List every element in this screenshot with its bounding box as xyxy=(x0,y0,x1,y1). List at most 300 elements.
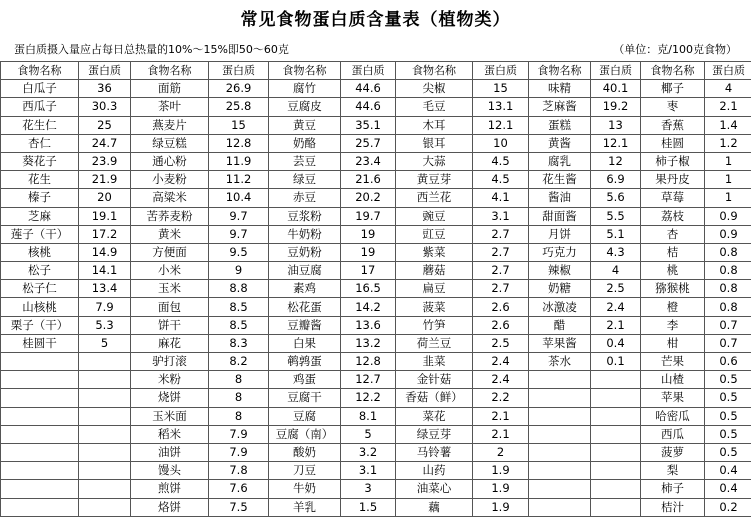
protein-value-cell: 21.9 xyxy=(79,171,131,189)
protein-value-cell: 21.6 xyxy=(341,171,396,189)
food-name-cell: 紫菜 xyxy=(396,243,473,261)
food-name-cell: 烧饼 xyxy=(131,389,209,407)
table-row xyxy=(1,425,751,443)
header-protein: 蛋白质 xyxy=(473,62,529,80)
protein-value-cell: 25 xyxy=(79,116,131,134)
protein-value-cell: 23.9 xyxy=(79,152,131,170)
food-name-cell: 刀豆 xyxy=(269,462,341,480)
food-name-cell: 米粉 xyxy=(131,371,209,389)
food-name-cell: 椰子 xyxy=(641,80,705,98)
food-name-cell: 山核桃 xyxy=(1,298,79,316)
food-name-cell: 赤豆 xyxy=(269,189,341,207)
food-name-cell: 果丹皮 xyxy=(641,171,705,189)
food-name-cell: 黄酱 xyxy=(529,134,591,152)
food-name-cell: 金针菇 xyxy=(396,371,473,389)
food-name-cell: 甜面酱 xyxy=(529,207,591,225)
food-name-cell: 白果 xyxy=(269,334,341,352)
table-row xyxy=(1,334,751,352)
protein-value-cell: 12 xyxy=(591,152,641,170)
food-name-cell: 毛豆 xyxy=(396,98,473,116)
protein-value-cell: 23.4 xyxy=(341,152,396,170)
food-name-cell: 橙 xyxy=(641,298,705,316)
food-name-cell: 花生 xyxy=(1,171,79,189)
food-name-cell: 桂圆干 xyxy=(1,334,79,352)
food-name-cell: 菠菜 xyxy=(396,298,473,316)
protein-value-cell: 0.5 xyxy=(705,407,751,425)
food-name-cell: 尖椒 xyxy=(396,80,473,98)
food-name-cell: 菠萝 xyxy=(641,443,705,461)
protein-value-cell: 12.8 xyxy=(341,353,396,371)
unit-note: （单位：克/100克食物） xyxy=(613,41,737,57)
protein-value-cell: 0.5 xyxy=(705,425,751,443)
table-row xyxy=(1,316,751,334)
table-row xyxy=(1,225,751,243)
protein-value-cell: 0.5 xyxy=(705,371,751,389)
food-name-cell: 苹果 xyxy=(641,389,705,407)
protein-value-cell: 2.6 xyxy=(473,298,529,316)
header-protein: 蛋白质 xyxy=(591,62,641,80)
protein-value-cell: 8.3 xyxy=(209,334,269,352)
food-name-cell: 豆腐干 xyxy=(269,389,341,407)
protein-value-cell: 4.1 xyxy=(473,189,529,207)
table-row xyxy=(1,443,751,461)
food-name-cell: 腐乳 xyxy=(529,152,591,170)
protein-value-cell: 5.5 xyxy=(591,207,641,225)
protein-value-cell: 25.7 xyxy=(341,134,396,152)
protein-value-cell: 26.9 xyxy=(209,80,269,98)
food-name-cell: 绿豆 xyxy=(269,171,341,189)
food-name-cell: 草莓 xyxy=(641,189,705,207)
table-row xyxy=(1,98,751,116)
food-name-cell: 藕 xyxy=(396,498,473,516)
protein-value-cell: 5.6 xyxy=(591,189,641,207)
food-name-cell: 黄豆芽 xyxy=(396,171,473,189)
food-name-cell: 燕麦片 xyxy=(131,116,209,134)
food-name-cell: 茶水 xyxy=(529,353,591,371)
food-name-cell: 猕猴桃 xyxy=(641,280,705,298)
food-name-cell: 豆瓣酱 xyxy=(269,316,341,334)
table-header-row xyxy=(1,62,751,80)
table-row xyxy=(1,189,751,207)
food-name-cell: 月饼 xyxy=(529,225,591,243)
food-name-cell: 油饼 xyxy=(131,443,209,461)
header-food-name: 食物名称 xyxy=(396,62,473,80)
page-title: 常见食物蛋白质含量表（植物类） xyxy=(0,5,751,30)
protein-value-cell: 1.9 xyxy=(473,462,529,480)
food-name-cell xyxy=(1,353,79,371)
food-name-cell: 木耳 xyxy=(396,116,473,134)
food-name-cell xyxy=(1,462,79,480)
food-name-cell: 哈密瓜 xyxy=(641,407,705,425)
food-name-cell: 玉米 xyxy=(131,280,209,298)
food-name-cell: 茶叶 xyxy=(131,98,209,116)
table-row xyxy=(1,280,751,298)
protein-value-cell: 0.4 xyxy=(705,462,751,480)
table-row xyxy=(1,243,751,261)
table-row xyxy=(1,134,751,152)
food-name-cell: 面包 xyxy=(131,298,209,316)
protein-value-cell: 0.4 xyxy=(591,334,641,352)
protein-value-cell xyxy=(79,480,131,498)
food-name-cell: 玉米面 xyxy=(131,407,209,425)
header-protein: 蛋白质 xyxy=(341,62,396,80)
food-name-cell: 苹果酱 xyxy=(529,334,591,352)
food-name-cell xyxy=(1,480,79,498)
food-name-cell: 豆腐（南） xyxy=(269,425,341,443)
food-name-cell: 大蒜 xyxy=(396,152,473,170)
food-name-cell: 酱油 xyxy=(529,189,591,207)
food-name-cell xyxy=(1,443,79,461)
food-name-cell: 蘑菇 xyxy=(396,262,473,280)
food-name-cell: 山药 xyxy=(396,462,473,480)
food-name-cell: 豆奶粉 xyxy=(269,243,341,261)
table-row xyxy=(1,353,751,371)
food-name-cell: 韭菜 xyxy=(396,353,473,371)
food-name-cell: 牛奶粉 xyxy=(269,225,341,243)
protein-value-cell: 4.3 xyxy=(591,243,641,261)
protein-value-cell: 19.2 xyxy=(591,98,641,116)
protein-value-cell: 2.2 xyxy=(473,389,529,407)
food-name-cell: 豆浆粉 xyxy=(269,207,341,225)
protein-value-cell: 7.6 xyxy=(209,480,269,498)
intake-note: 蛋白质摄入量应占每日总热量的10%～15%即50～60克 xyxy=(14,41,289,57)
protein-value-cell xyxy=(591,425,641,443)
protein-value-cell: 0.5 xyxy=(705,443,751,461)
food-name-cell: 香蕉 xyxy=(641,116,705,134)
protein-value-cell: 4 xyxy=(705,80,751,98)
protein-value-cell: 0.8 xyxy=(705,298,751,316)
protein-value-cell: 9.7 xyxy=(209,207,269,225)
protein-value-cell: 2.1 xyxy=(591,316,641,334)
protein-value-cell: 13.2 xyxy=(341,334,396,352)
protein-value-cell: 14.1 xyxy=(79,262,131,280)
protein-value-cell: 12.7 xyxy=(341,371,396,389)
protein-value-cell: 2.5 xyxy=(591,280,641,298)
protein-value-cell: 1.5 xyxy=(341,498,396,516)
protein-value-cell: 40.1 xyxy=(591,80,641,98)
protein-value-cell: 25.8 xyxy=(209,98,269,116)
protein-value-cell: 1 xyxy=(705,171,751,189)
food-name-cell xyxy=(1,389,79,407)
protein-value-cell: 30.3 xyxy=(79,98,131,116)
food-name-cell: 西瓜子 xyxy=(1,98,79,116)
protein-value-cell: 20 xyxy=(79,189,131,207)
food-name-cell: 荷兰豆 xyxy=(396,334,473,352)
food-name-cell: 通心粉 xyxy=(131,152,209,170)
food-name-cell xyxy=(1,498,79,516)
food-name-cell: 梨 xyxy=(641,462,705,480)
food-name-cell: 芸豆 xyxy=(269,152,341,170)
protein-value-cell xyxy=(591,443,641,461)
protein-value-cell: 0.1 xyxy=(591,353,641,371)
food-name-cell: 豆腐 xyxy=(269,407,341,425)
protein-value-cell: 35.1 xyxy=(341,116,396,134)
protein-value-cell: 11.2 xyxy=(209,171,269,189)
protein-value-cell xyxy=(591,462,641,480)
food-name-cell xyxy=(1,371,79,389)
food-name-cell: 油豆腐 xyxy=(269,262,341,280)
protein-value-cell: 2.7 xyxy=(473,225,529,243)
protein-value-cell: 4 xyxy=(591,262,641,280)
protein-value-cell: 3.2 xyxy=(341,443,396,461)
protein-value-cell: 1.9 xyxy=(473,480,529,498)
table-row xyxy=(1,171,751,189)
protein-value-cell: 8 xyxy=(209,407,269,425)
food-name-cell: 冰激凌 xyxy=(529,298,591,316)
food-name-cell: 面筋 xyxy=(131,80,209,98)
food-name-cell: 稻米 xyxy=(131,425,209,443)
protein-value-cell: 8.8 xyxy=(209,280,269,298)
food-name-cell: 山楂 xyxy=(641,371,705,389)
table-row xyxy=(1,116,751,134)
protein-value-cell: 7.8 xyxy=(209,462,269,480)
protein-value-cell xyxy=(79,389,131,407)
food-name-cell: 菜花 xyxy=(396,407,473,425)
protein-value-cell: 7.5 xyxy=(209,498,269,516)
food-name-cell: 苦荞麦粉 xyxy=(131,207,209,225)
header-food-name: 食物名称 xyxy=(269,62,341,80)
food-name-cell: 杏仁 xyxy=(1,134,79,152)
protein-value-cell: 1.2 xyxy=(705,134,751,152)
table-row xyxy=(1,407,751,425)
food-name-cell: 柿子椒 xyxy=(641,152,705,170)
protein-value-cell: 2.4 xyxy=(473,371,529,389)
protein-value-cell xyxy=(591,407,641,425)
food-name-cell: 白瓜子 xyxy=(1,80,79,98)
protein-value-cell: 4.5 xyxy=(473,152,529,170)
protein-value-cell: 2.1 xyxy=(705,98,751,116)
food-name-cell: 葵花子 xyxy=(1,152,79,170)
food-name-cell: 巧克力 xyxy=(529,243,591,261)
protein-value-cell: 2.1 xyxy=(473,407,529,425)
protein-value-cell: 2.7 xyxy=(473,280,529,298)
protein-value-cell: 0.2 xyxy=(705,498,751,516)
food-name-cell: 扁豆 xyxy=(396,280,473,298)
protein-value-cell: 0.8 xyxy=(705,262,751,280)
food-name-cell: 豌豆 xyxy=(396,207,473,225)
protein-value-cell: 1 xyxy=(705,152,751,170)
food-name-cell: 小米 xyxy=(131,262,209,280)
protein-value-cell: 8.1 xyxy=(341,407,396,425)
table-row xyxy=(1,389,751,407)
protein-value-cell xyxy=(79,353,131,371)
protein-value-cell: 12.8 xyxy=(209,134,269,152)
protein-value-cell: 19 xyxy=(341,225,396,243)
protein-value-cell: 8 xyxy=(209,389,269,407)
header-food-name: 食物名称 xyxy=(131,62,209,80)
header-protein: 蛋白质 xyxy=(79,62,131,80)
protein-value-cell: 9.7 xyxy=(209,225,269,243)
protein-value-cell: 13.6 xyxy=(341,316,396,334)
food-name-cell: 银耳 xyxy=(396,134,473,152)
food-name-cell: 麻花 xyxy=(131,334,209,352)
protein-value-cell: 9 xyxy=(209,262,269,280)
food-name-cell: 杏 xyxy=(641,225,705,243)
protein-value-cell: 0.7 xyxy=(705,334,751,352)
food-name-cell: 桔汁 xyxy=(641,498,705,516)
header-protein: 蛋白质 xyxy=(209,62,269,80)
protein-value-cell: 8.5 xyxy=(209,316,269,334)
protein-value-cell: 0.5 xyxy=(705,389,751,407)
food-name-cell: 花生仁 xyxy=(1,116,79,134)
protein-value-cell: 4.5 xyxy=(473,171,529,189)
protein-value-cell: 7.9 xyxy=(79,298,131,316)
protein-value-cell: 15 xyxy=(473,80,529,98)
food-name-cell: 桃 xyxy=(641,262,705,280)
table-row xyxy=(1,262,751,280)
table-row xyxy=(1,498,751,516)
protein-value-cell: 2.1 xyxy=(473,425,529,443)
table-row xyxy=(1,371,751,389)
protein-value-cell: 24.7 xyxy=(79,134,131,152)
protein-value-cell: 1.9 xyxy=(473,498,529,516)
food-name-cell: 竹笋 xyxy=(396,316,473,334)
food-name-cell: 鸡蛋 xyxy=(269,371,341,389)
food-name-cell: 芒果 xyxy=(641,353,705,371)
food-name-cell: 辣椒 xyxy=(529,262,591,280)
protein-value-cell: 8 xyxy=(209,371,269,389)
food-name-cell: 枣 xyxy=(641,98,705,116)
food-name-cell: 芝麻 xyxy=(1,207,79,225)
food-name-cell: 煎饼 xyxy=(131,480,209,498)
food-name-cell xyxy=(1,407,79,425)
protein-value-cell: 5 xyxy=(341,425,396,443)
food-name-cell: 柑 xyxy=(641,334,705,352)
protein-value-cell xyxy=(79,462,131,480)
table-row xyxy=(1,80,751,98)
food-name-cell: 核桃 xyxy=(1,243,79,261)
food-name-cell: 黄米 xyxy=(131,225,209,243)
protein-value-cell: 12.2 xyxy=(341,389,396,407)
food-name-cell: 奶酪 xyxy=(269,134,341,152)
food-name-cell: 松花蛋 xyxy=(269,298,341,316)
food-name-cell xyxy=(1,425,79,443)
table-row xyxy=(1,152,751,170)
protein-value-cell: 19 xyxy=(341,243,396,261)
protein-value-cell: 13.1 xyxy=(473,98,529,116)
protein-value-cell: 16.5 xyxy=(341,280,396,298)
food-name-cell xyxy=(529,371,591,389)
protein-value-cell: 5.3 xyxy=(79,316,131,334)
protein-value-cell: 0.9 xyxy=(705,225,751,243)
header-food-name: 食物名称 xyxy=(641,62,705,80)
protein-value-cell: 13 xyxy=(591,116,641,134)
protein-value-cell: 44.6 xyxy=(341,98,396,116)
protein-value-cell: 1 xyxy=(705,189,751,207)
food-name-cell: 芝麻酱 xyxy=(529,98,591,116)
food-name-cell: 奶糖 xyxy=(529,280,591,298)
food-name-cell: 荔枝 xyxy=(641,207,705,225)
food-name-cell: 绿豆芽 xyxy=(396,425,473,443)
table-row xyxy=(1,207,751,225)
protein-value-cell: 2.6 xyxy=(473,316,529,334)
protein-value-cell: 19.1 xyxy=(79,207,131,225)
header-food-name: 食物名称 xyxy=(1,62,79,80)
food-name-cell: 羊乳 xyxy=(269,498,341,516)
food-name-cell: 桔 xyxy=(641,243,705,261)
food-name-cell: 味精 xyxy=(529,80,591,98)
protein-value-cell: 7.9 xyxy=(209,425,269,443)
protein-value-cell xyxy=(79,443,131,461)
protein-value-cell: 5 xyxy=(79,334,131,352)
protein-value-cell xyxy=(591,498,641,516)
food-name-cell: 香菇（鲜） xyxy=(396,389,473,407)
food-name-cell: 马铃薯 xyxy=(396,443,473,461)
food-name-cell: 西兰花 xyxy=(396,189,473,207)
protein-value-cell: 1.4 xyxy=(705,116,751,134)
protein-value-cell: 3.1 xyxy=(473,207,529,225)
food-name-cell: 酸奶 xyxy=(269,443,341,461)
food-name-cell: 松子 xyxy=(1,262,79,280)
protein-value-cell: 2.7 xyxy=(473,243,529,261)
food-name-cell: 西瓜 xyxy=(641,425,705,443)
protein-value-cell: 0.9 xyxy=(705,207,751,225)
protein-value-cell: 0.8 xyxy=(705,243,751,261)
food-name-cell: 醋 xyxy=(529,316,591,334)
protein-value-cell xyxy=(591,389,641,407)
protein-value-cell: 0.7 xyxy=(705,316,751,334)
table-row xyxy=(1,480,751,498)
food-name-cell: 牛奶 xyxy=(269,480,341,498)
protein-value-cell: 12.1 xyxy=(473,116,529,134)
food-name-cell: 花生酱 xyxy=(529,171,591,189)
food-name-cell xyxy=(529,462,591,480)
header-food-name: 食物名称 xyxy=(529,62,591,80)
protein-value-cell: 19.7 xyxy=(341,207,396,225)
protein-value-cell: 20.2 xyxy=(341,189,396,207)
food-name-cell: 榛子 xyxy=(1,189,79,207)
protein-value-cell xyxy=(79,407,131,425)
food-name-cell: 油菜心 xyxy=(396,480,473,498)
protein-value-cell: 11.9 xyxy=(209,152,269,170)
protein-value-cell: 17 xyxy=(341,262,396,280)
protein-value-cell: 2.4 xyxy=(591,298,641,316)
protein-value-cell: 0.4 xyxy=(705,480,751,498)
food-name-cell xyxy=(529,425,591,443)
protein-value-cell: 2.5 xyxy=(473,334,529,352)
protein-value-cell: 0.8 xyxy=(705,280,751,298)
protein-value-cell: 9.5 xyxy=(209,243,269,261)
protein-value-cell: 8.5 xyxy=(209,298,269,316)
food-name-cell: 豆腐皮 xyxy=(269,98,341,116)
protein-value-cell: 3 xyxy=(341,480,396,498)
food-name-cell xyxy=(529,443,591,461)
protein-value-cell: 44.6 xyxy=(341,80,396,98)
food-name-cell: 松子仁 xyxy=(1,280,79,298)
protein-value-cell xyxy=(79,498,131,516)
food-name-cell: 桂圆 xyxy=(641,134,705,152)
food-name-cell: 鹌鹑蛋 xyxy=(269,353,341,371)
food-name-cell: 烙饼 xyxy=(131,498,209,516)
food-name-cell: 黄豆 xyxy=(269,116,341,134)
food-name-cell: 莲子（干） xyxy=(1,225,79,243)
food-name-cell: 蛋糕 xyxy=(529,116,591,134)
protein-value-cell xyxy=(591,480,641,498)
protein-value-cell: 10 xyxy=(473,134,529,152)
food-name-cell: 豇豆 xyxy=(396,225,473,243)
food-name-cell: 驴打滚 xyxy=(131,353,209,371)
food-name-cell xyxy=(529,389,591,407)
protein-value-cell: 2 xyxy=(473,443,529,461)
protein-value-cell: 2.4 xyxy=(473,353,529,371)
protein-value-cell: 17.2 xyxy=(79,225,131,243)
protein-value-cell: 0.6 xyxy=(705,353,751,371)
protein-value-cell: 8.2 xyxy=(209,353,269,371)
protein-table xyxy=(0,61,751,517)
food-name-cell: 饼干 xyxy=(131,316,209,334)
protein-value-cell: 14.2 xyxy=(341,298,396,316)
table-row xyxy=(1,298,751,316)
